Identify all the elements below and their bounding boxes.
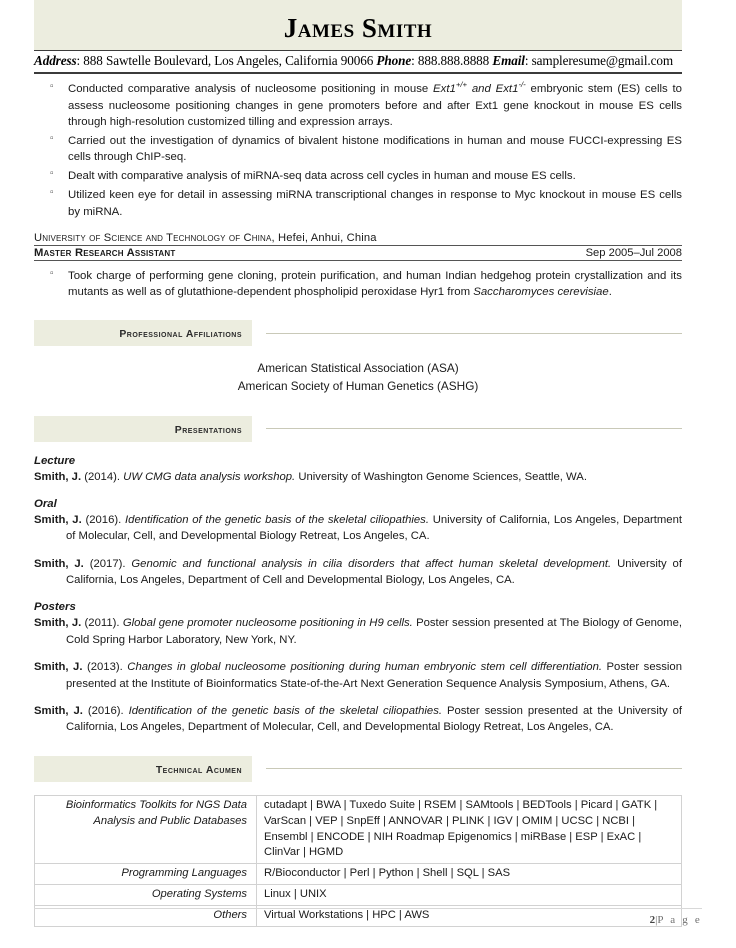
bullet-item (34, 187, 682, 219)
text-run: Global gene promoter nucleosome positioning in H9 cells. (122, 617, 413, 630)
text-run: Conducted comparative analysis of nucleosome positioning in mouse (68, 83, 434, 96)
footer-page-number: 2 (649, 914, 656, 926)
bullet-item (34, 268, 682, 300)
footer-separator: | (655, 914, 658, 926)
skills-value: Virtual Workstations | HPC | AWS (257, 906, 682, 927)
text-run: (2016). (82, 704, 129, 717)
page-content (34, 0, 682, 927)
presentations-list (34, 455, 682, 736)
skills-category: Operating Systems (35, 885, 257, 906)
skills-row (35, 864, 682, 885)
section-header-technical (34, 756, 682, 782)
citation-item (34, 659, 682, 692)
email-label: Email (492, 53, 525, 69)
citation-item (34, 703, 682, 736)
presentation-group-title: Oral (34, 497, 57, 510)
text-run: Ext1 (433, 83, 456, 96)
section-rule (266, 333, 682, 334)
experience-role: Master Research Assistant (34, 246, 176, 259)
bullet-item (34, 168, 682, 184)
text-run: Took charge of performing gene cloning, protein purification, and human Indian hedgehog protein crystallization and its mutants as well as of glutathione-dependent phospholipid peroxidase Hyr1 from (68, 269, 682, 299)
presentation-group (34, 498, 682, 589)
citation-item (34, 615, 682, 648)
name-banner (34, 0, 682, 50)
text-run: (2017). (83, 557, 132, 570)
text-run: Poster session presented at the Institute of Bioinformatics State-of-the-Art Next Generation Sequence Analysis Symposium, Athens, GA. (66, 661, 682, 690)
section-title: Presentations (174, 424, 242, 436)
citation-item (34, 556, 682, 589)
section-header-affiliations (34, 320, 682, 346)
affiliation-item: American Society of Human Genetics (ASHG) (237, 378, 479, 393)
text-run: Smith, J. (34, 617, 82, 630)
text-run: . (608, 286, 612, 299)
text-run: (2016). (81, 513, 126, 526)
experience-entry (34, 232, 682, 300)
text-run: Changes in global nucleosome positioning during human embryonic stem cell differentiation. (127, 661, 602, 674)
text-run: -/- (518, 80, 526, 90)
bullet-item (34, 81, 682, 130)
contact-line (34, 50, 682, 74)
section-band (34, 320, 252, 346)
footer-page-word: P a g e (657, 914, 702, 926)
skills-value: cutadapt | BWA | Tuxedo Suite | RSEM | SAMtools | BEDTools | Picard | GATK | VarScan | VEP | SnpEff | ANNOVAR | PLINK | IGV | OMIM | UCSC | NCBI | Ensembl | ENCODE | NIH Roadmap Epigenomics | miRBase | ESP | ExAC | ClinVar | HGMD (257, 795, 682, 864)
skills-category: Bioinformatics Toolkits for NGS Data Analysis and Public Databases (35, 795, 257, 864)
page-footer (34, 908, 702, 926)
presentation-group (34, 455, 682, 485)
text-run: Smith, J. (34, 661, 83, 674)
citation-item (34, 469, 682, 485)
skills-row (35, 885, 682, 906)
address-value: : 888 Sawtelle Boulevard, Los Angeles, California 90066 (76, 53, 377, 69)
section-band (34, 416, 252, 442)
school-location: , Hefei, Anhui, China (271, 231, 377, 244)
affiliation-item: American Statistical Association (ASA) (257, 361, 459, 376)
text-run: Smith, J. (34, 470, 82, 483)
text-run: Genomic and functional analysis in cilia disorders that affect human skeletal development. (131, 557, 612, 570)
citation-item (34, 512, 682, 545)
text-run: Identification of the genetic basis of the skeletal ciliopathies. (128, 704, 443, 717)
presentation-group-title: Lecture (34, 454, 76, 467)
section-title: Professional Affiliations (119, 329, 242, 341)
section-rule (266, 428, 682, 429)
section-header-presentations (34, 416, 682, 442)
skills-value: Linux | UNIX (257, 885, 682, 906)
text-run: Smith, J. (34, 513, 82, 526)
text-run: University of California, Los Angeles, Department of Molecular, Cell, and Developmental Biology Retreat, Los Angeles, CA. (66, 513, 682, 543)
text-run: Smith, J. (34, 704, 83, 717)
text-run: (2014). (81, 470, 124, 483)
text-run: embryonic stem (ES) cells to assess nucleosome positioning changes in gene promoters before and after Ext1 gene knockout in mouse ES cells through high-resolution customized tilling and expression arrays. (68, 83, 682, 128)
experience-date: Sep 2005–Jul 2008 (585, 246, 682, 259)
skills-category: Programming Languages (35, 864, 257, 885)
text-run: Carried out the investigation of dynamics of bivalent histone modifications in human and mouse FUCCI-expressing ES cells through ChIP-seq. (68, 134, 682, 164)
text-run: Utilized keen eye for detail in assessing miRNA transcriptional changes in response to Myc knockout in mouse ES cells by miRNA. (68, 189, 682, 218)
phone-value: : 888.888.8888 (411, 53, 493, 69)
section-title: Technical Acumen (155, 764, 242, 776)
affiliations-list (34, 360, 682, 395)
text-run: Poster session presented at The Biology of Genome, Cold Spring Harbor Laboratory, New York, NY. (66, 617, 682, 646)
text-run: Poster session presented at the University of California, Los Angeles, Department of Molecular, Cell, and Developmental Biology Retreat, Los Angeles, CA. (66, 704, 682, 734)
text-run: (2011). (81, 617, 123, 630)
experience-school (34, 232, 682, 245)
section-band (34, 756, 252, 782)
section-rule (266, 768, 682, 769)
presentation-group (34, 601, 682, 735)
skills-category: Others (35, 906, 257, 927)
address-label: Address (34, 53, 77, 69)
email-value: : sampleresume@gmail.com (524, 53, 674, 69)
text-run: (2013). (82, 661, 128, 674)
text-run: University of California, Los Angeles, Department of Cell and Developmental Biology, Los Angeles, CA. (66, 557, 682, 587)
text-run: and (467, 83, 496, 96)
skills-row (35, 795, 682, 864)
skills-value: R/Bioconductor | Perl | Python | Shell | SQL | SAS (257, 864, 682, 885)
candidate-name: James Smith (283, 13, 433, 43)
top-bullet-list (34, 81, 682, 220)
text-run: Dealt with comparative analysis of miRNA-seq data across cell cycles in human and mouse ES cells. (68, 170, 576, 183)
bullet-item (34, 133, 682, 165)
experience-bullet-list (34, 268, 682, 300)
presentation-group-title: Posters (34, 601, 76, 614)
phone-label: Phone (376, 53, 412, 69)
text-run: +/+ (455, 80, 468, 90)
experience-role-row (34, 245, 682, 261)
text-run: UW CMG data analysis workshop. (123, 470, 296, 483)
text-run: Smith, J. (34, 557, 84, 570)
text-run: Ext1 (495, 83, 519, 96)
text-run: Saccharomyces cerevisiae (473, 286, 609, 299)
text-run: University of Washington Genome Sciences, Seattle, WA. (295, 470, 587, 483)
text-run: Identification of the genetic basis of the skeletal ciliopathies. (125, 513, 429, 526)
school-name: University of Science and Technology of China (34, 231, 272, 244)
